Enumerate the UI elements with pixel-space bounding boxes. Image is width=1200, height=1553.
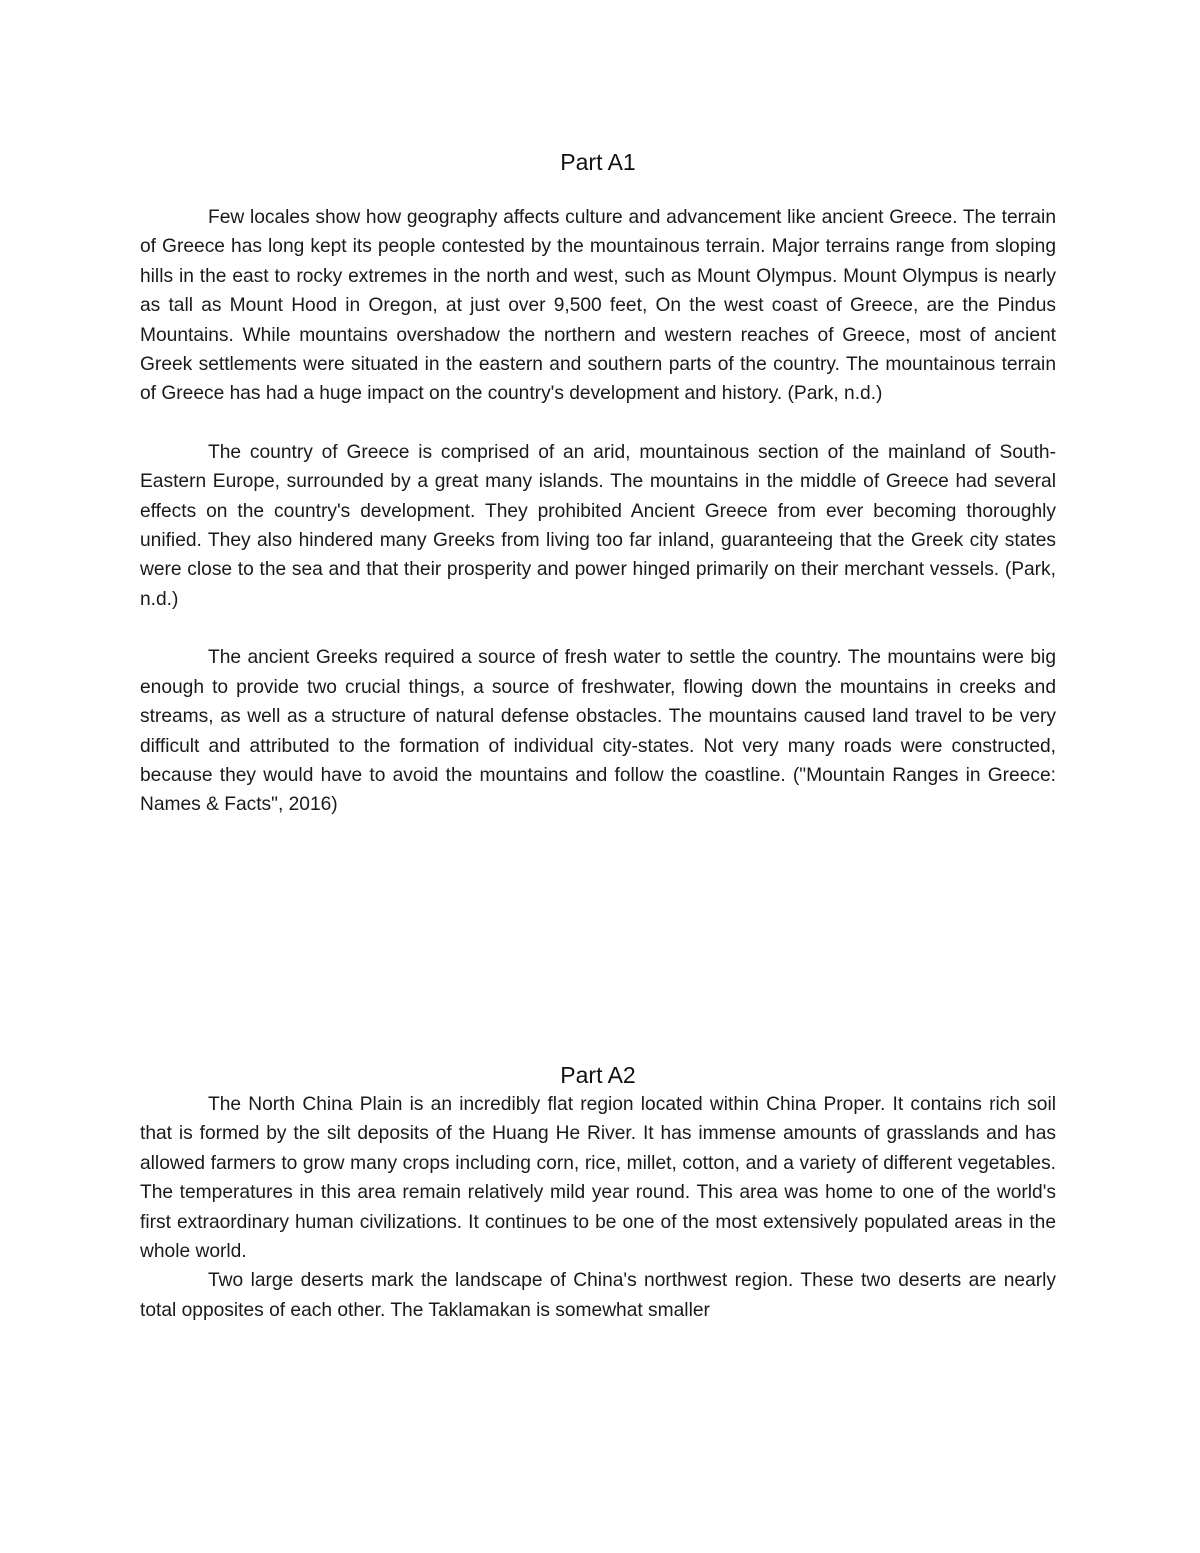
part-a1-paragraph-3: The ancient Greeks required a source of fresh water to settle the country. The mountains were big enough to provide two crucial things, a source of freshwater, flowing down the mountains in creeks and streams, as well as a structure of natural defense obstacles. The mountains caused land travel to be very difficult and attributed to the formation of individual city-states. Not very many roads were constructed, because they would have to avoid the mountains and follow the coastline. ("Mountain Ranges in Greece: Names & Facts", 2016) [140,647,1056,816]
part-a2-heading: Part A2 [560,1062,636,1088]
part-a2-paragraph-2: Two large deserts mark the landscape of China's northwest region. These two deserts are nearly total opposites of each other. The Taklamakan is somewhat smaller [140,1270,1056,1321]
part-a1-body [140,203,1056,820]
part-a1-paragraph-2: The country of Greece is comprised of an arid, mountainous section of the mainland of South-Eastern Europe, surrounded by a great many islands. The mountains in the middle of Greece had several effects on the country's development. They prohibited Ancient Greece from ever becoming thoroughly unified. They also hindered many Greeks from living too far inland, guaranteeing that the Greek city states were close to the sea and that their prosperity and power hinged primarily on their merchant vessels. (Park, n.d.) [140,441,1056,610]
part-a2-paragraph-1: The North China Plain is an incredibly flat region located within China Proper. It contains rich soil that is formed by the silt deposits of the Huang He River. It has immense amounts of grasslands and has allowed farmers to grow many crops including corn, rice, millet, cotton, and a variety of different vegetables. The temperatures in this area remain relatively mild year round. This area was home to one of the world's first extraordinary human civilizations. It continues to be one of the most extensively populated areas in the whole world. [140,1094,1056,1263]
part-a1-paragraph-1: Few locales show how geography affects culture and advancement like ancient Greece. The terrain of Greece has long kept its people contested by the mountainous terrain. Major terrains range from sloping hills in the east to rocky extremes in the north and west, such as Mount Olympus. Mount Olympus is nearly as tall as Mount Hood in Oregon, at just over 9,500 feet, On the west coast of Greece, are the Pindus Mountains. While mountains overshadow the northern and western reaches of Greece, most of ancient Greek settlements were situated in the eastern and southern parts of the country. The mountainous terrain of Greece has had a huge impact on the country's development and history. (Park, n.d.) [140,207,1056,405]
part-a2-body [140,1090,1056,1325]
part-a1-heading: Part A1 [560,149,636,175]
